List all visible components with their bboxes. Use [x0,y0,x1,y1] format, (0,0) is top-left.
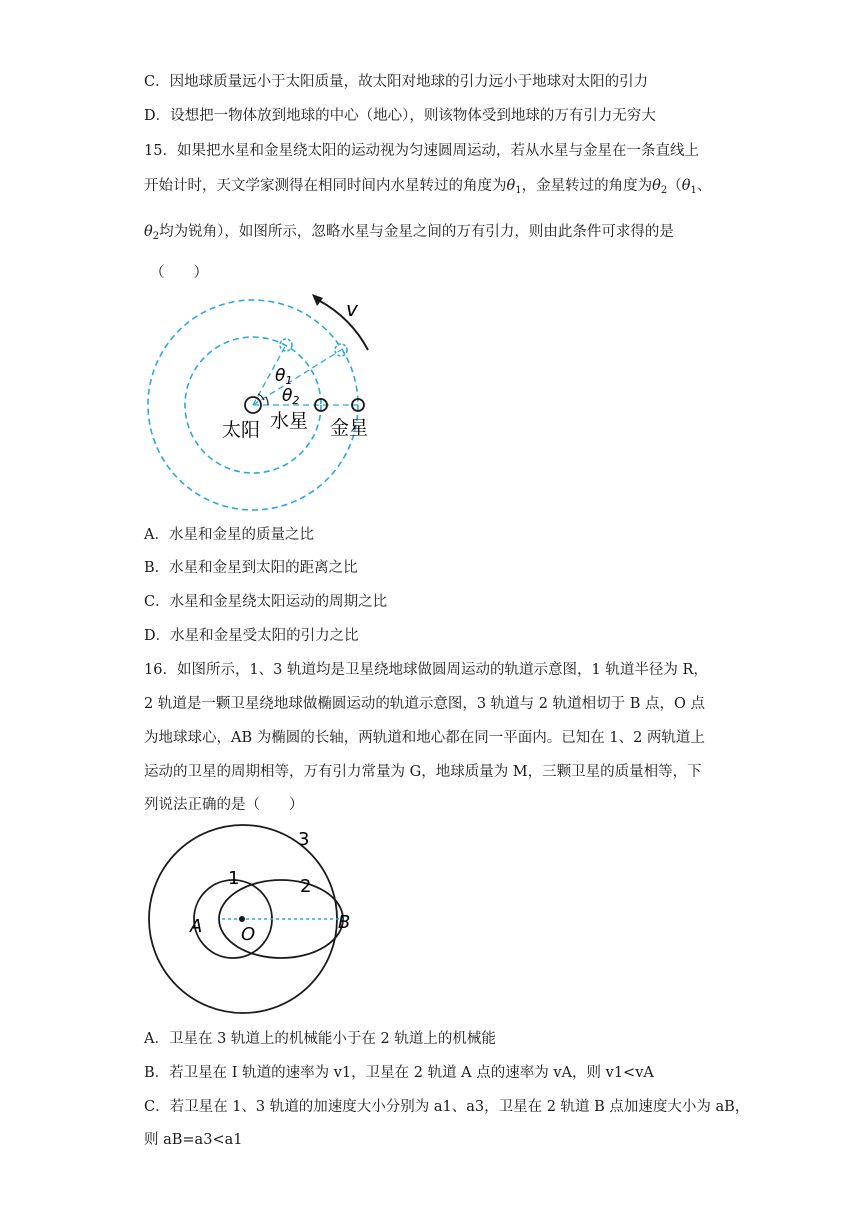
orbit-1-label: 1 [228,868,240,889]
q16-orbit-figure [140,822,370,1020]
q15-stem-line1: 15．如果把水星和金星绕太阳的运动视为匀速圆周运动，若从水星与金星在一条直线上 [144,143,699,159]
velocity-label: v [346,297,358,321]
q16-option-a: A．卫星在 3 轨道上的机械能小于在 2 轨道上的机械能 [144,1031,496,1047]
venus-label: 金星 [330,417,369,439]
q16-option-c: C．若卫星在 1、3 轨道的加速度大小分别为 a1、a3，卫星在 2 轨道 B 点加速度大小为 aB， [144,1099,750,1115]
q15-option-d: D．水星和金星受太阳的引力之比 [144,628,359,644]
point-A-label: A [190,916,203,937]
theta1-label: θ1 [275,366,293,387]
q15-answer-paren: （ ） [150,265,208,281]
q15-option-a: A．水星和金星的质量之比 [144,527,314,543]
orbit-3-label: 3 [298,829,310,850]
direction-arrowhead-icon [312,294,323,306]
q15-stem-line3: $\theta_2$均为锐角），如图所示，忽略水星与金星之间的万有引力，则由此条件可求得的是 [144,224,674,242]
q15-orbit-figure [140,288,400,518]
q14-option-c: C．因地球质量远小于太阳质量，故太阳对地球的引力远小于地球对太阳的引力 [144,74,649,90]
q16-stem-line5: 列说法正确的是（ ） [144,797,304,813]
q16-option-c-cont: 则 aB=a3<a1 [144,1132,243,1148]
q16-stem-line3: 为地球球心，AB 为椭圆的长轴，两轨道和地心都在同一平面内。已知在 1、2 两轨道上 [144,730,705,746]
angle-arc-theta2 [266,397,268,405]
earth-center-dot [239,916,245,922]
q16-stem-line4: 运动的卫星的周期相等，万有引力常量为 G，地球质量为 M，三颗卫星的质量相等，下 [144,764,702,780]
point-O-label: O [241,924,256,945]
q15-option-b: B．水星和金星到太阳的距离之比 [144,560,358,576]
q16-stem-line1: 16．如图所示，1、3 轨道均是卫星绕地球做圆周运动的轨道示意图，1 轨道半径为 R， [144,662,708,678]
orbit-2-label: 2 [300,876,312,897]
sun-label: 太阳 [222,419,261,441]
q15-option-c: C．水星和金星绕太阳运动的周期之比 [144,594,388,610]
q16-option-b: B．若卫星在 I 轨道的速率为 v1，卫星在 2 轨道 A 点的速率为 vA，则 v1<vA [144,1065,654,1081]
theta2-label: θ2 [282,386,300,407]
point-B-label: B [338,912,351,933]
q15-stem-line2: 开始计时，天文学家测得在相同时间内水星转过的角度为$\theta_1$，金星转过的角度为$\theta_2(\theta_1$、 [144,178,712,196]
q14-option-d: D．设想把一物体放到地球的中心（地心），则该物体受到地球的万有引力无穷大 [144,108,656,124]
direction-arc [318,300,368,350]
q16-stem-line2: 2 轨道是一颗卫星绕地球做椭圆运动的轨道示意图，3 轨道与 2 轨道相切于 B 点，O 点 [144,696,705,712]
mercury-label: 水星 [270,410,309,432]
